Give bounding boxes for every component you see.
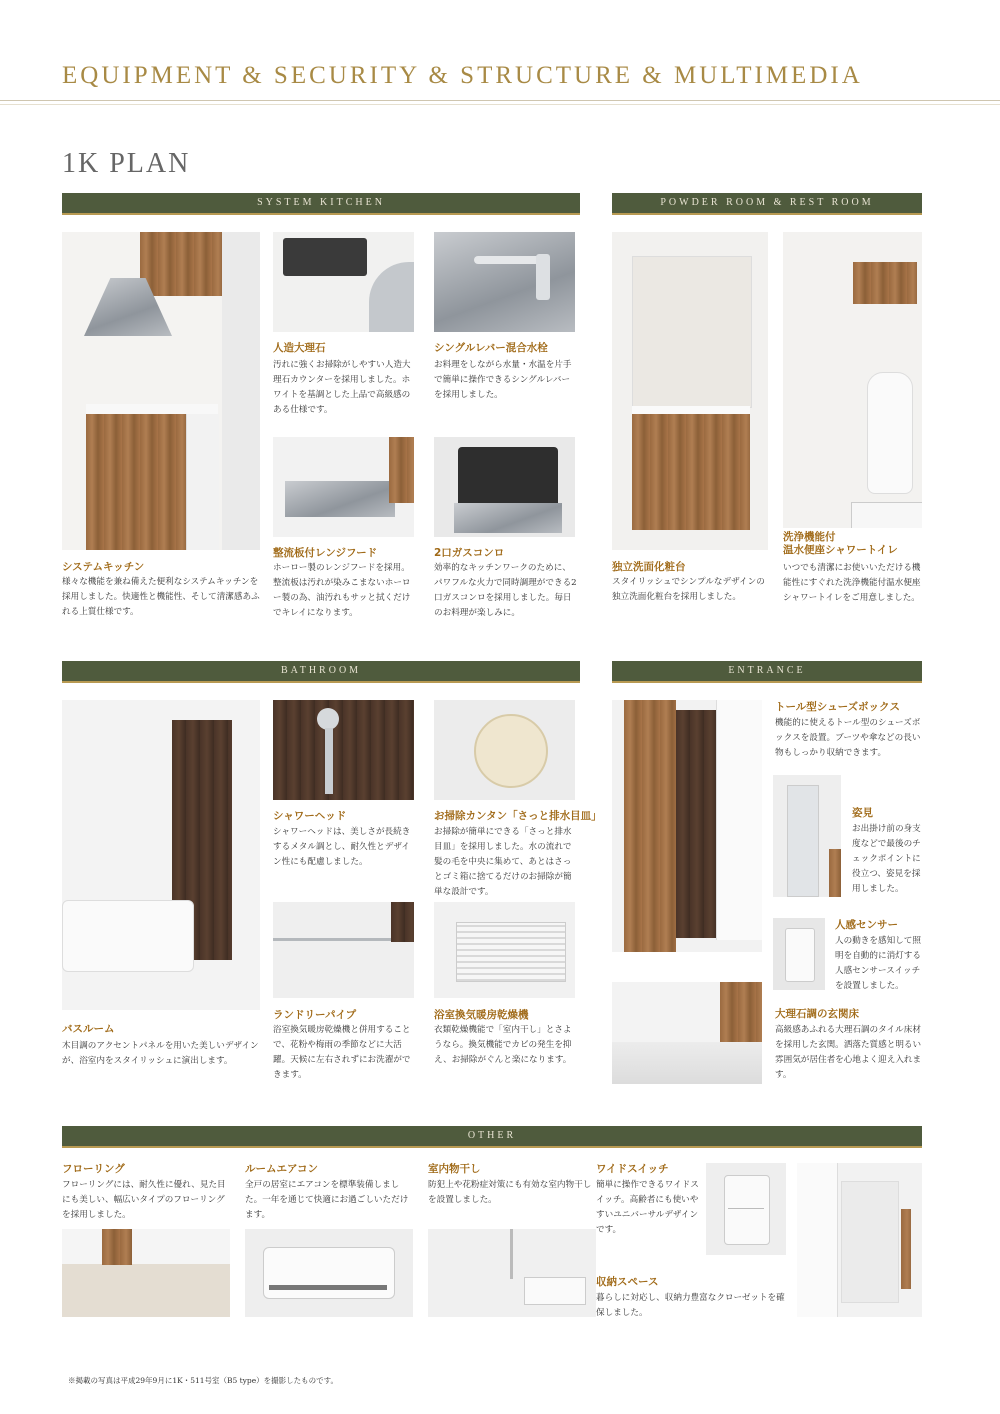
- marble-floor: [612, 1042, 762, 1084]
- cabinet-side: [186, 414, 219, 550]
- flooring-door: [102, 1229, 132, 1265]
- entrance-floor-photo: [612, 982, 762, 1084]
- aircon-text: 全戸の居室にエアコンを標準装備しました。一年を通じて快適にお過ごしいただけます。: [245, 1180, 409, 1220]
- storage-text: 暮らしに対応し、収納力豊富なクローゼットを確保しました。: [596, 1293, 785, 1318]
- stove-panel: [454, 503, 562, 533]
- indoor-drying-title: 室内物干し: [428, 1163, 481, 1175]
- drain-plate: [474, 714, 548, 788]
- drain-text: お掃除が簡単にできる「さっと排水目皿」を採用しました。水の流れで髪の毛を中央に集めて、あとはさっとゴミ箱に捨てるだけのお掃除が簡単な設計です。: [434, 827, 572, 897]
- header-divider: [0, 100, 1000, 101]
- bathtub: [62, 900, 194, 972]
- faucet-spout: [474, 256, 544, 264]
- hood-cabinet: [389, 437, 414, 503]
- toilet-text: いつでも清潔にお使いいただける機能性にすぐれた洗浄機能付温水便座シャワートイレをご用意しました。: [783, 563, 921, 603]
- faucet-text: お料理をしながら水量・水温を片手で簡単に操作できるシングルレバーを採用しました。: [434, 360, 572, 400]
- drying-pole: [510, 1229, 513, 1279]
- system-kitchen-title: システムキッチン: [62, 561, 145, 573]
- range-hood-title: 整流板付レンジフード: [273, 547, 378, 559]
- shower-title: シャワーヘッド: [273, 810, 347, 822]
- mirror-text: お出掛け前の身支度などで最後のチェックポイントに役立つ、姿見を採用しました。: [852, 824, 921, 894]
- shower-text: シャワーヘッドは、美しさが長続きするメタル調とし、耐久性とデザイン性にも配慮しました。: [273, 827, 411, 867]
- entrance-floor-title: 大理石調の玄関床: [775, 1008, 859, 1020]
- marble-title: 人造大理石: [273, 342, 326, 354]
- vanity-title: 独立洗面化粧台: [612, 561, 686, 573]
- toilet-photo: [783, 232, 922, 528]
- closet-door: [797, 1163, 838, 1317]
- storage-photo: [797, 1163, 922, 1317]
- faucet-title: シングルレバー混合水栓: [434, 342, 548, 354]
- marble-counter-photo: [273, 232, 414, 332]
- bath-dryer-photo: [434, 902, 575, 998]
- vanity-photo: [612, 232, 768, 550]
- laundry-pipe-photo: [273, 902, 414, 998]
- wide-switch-text: 簡単に操作できるワイドスイッチ。高齢者にも使いやすいユニバーサルデザインです。: [596, 1180, 699, 1235]
- burner-grate: [283, 238, 367, 276]
- indoor-drying-photo: [428, 1229, 596, 1317]
- vanity-cabinet: [632, 414, 750, 530]
- shoebox-text: 機能的に使えるトール型のシューズボックスを設置。ブーツや傘などの長い物もしっかり収納できます。: [775, 718, 921, 758]
- aircon-unit: [263, 1247, 395, 1299]
- flooring-title: フローリング: [62, 1163, 125, 1175]
- drain-title: お掃除カンタン「さっと排水目皿」: [434, 810, 602, 822]
- wide-switch-plate: [724, 1175, 770, 1245]
- gas-stove-text: 効率的なキッチンワークのために、パワフルな火力で同時調理ができる2口ガスコンロを採用しました。毎日のお料理が楽しみに。: [434, 563, 577, 618]
- bathroom-photo: [62, 700, 260, 1010]
- wide-switch-title: ワイドスイッチ: [596, 1163, 669, 1175]
- sink-edge: [369, 262, 414, 332]
- bath-dryer-title: 浴室換気暖房乾燥機: [434, 1009, 529, 1021]
- section-bar-system-kitchen: SYSTEM KITCHEN: [62, 193, 580, 215]
- toilet-cabinet: [853, 262, 917, 304]
- closet-frame: [901, 1209, 911, 1289]
- sensor-switch: [785, 928, 815, 982]
- wall-side: [222, 232, 260, 550]
- storage-title: 収納スペース: [596, 1276, 659, 1288]
- aircon-vent: [269, 1285, 387, 1290]
- toilet-title: 洗浄機能付 温水便座シャワートイレ: [783, 531, 898, 556]
- wide-switch-divider: [728, 1208, 764, 1209]
- shoebox-title: トール型シューズボックス: [775, 701, 900, 713]
- shower-head: [317, 708, 339, 730]
- mirror-side-panel: [829, 849, 841, 897]
- laundry-pipe-title: ランドリーパイプ: [273, 1009, 357, 1021]
- shower-head-photo: [273, 700, 414, 800]
- drying-aircon: [524, 1277, 586, 1305]
- gas-stove-photo: [434, 437, 575, 537]
- mirror-photo: [773, 775, 841, 897]
- stove-grate: [458, 447, 558, 507]
- shoebox-photo: [612, 700, 762, 952]
- pipe-panel: [391, 902, 414, 942]
- dryer-vent: [456, 922, 566, 982]
- laundry-pipe-text: 浴室換気暖房乾燥機と併用することで、花粉や梅雨の季節などに大活躍。天候に左右されずにお洗濯ができます。: [273, 1025, 411, 1080]
- faucet-body: [536, 254, 550, 300]
- range-hood-photo: [273, 437, 414, 537]
- hood-panel: [285, 481, 395, 517]
- entrance-floor-text: 高級感あふれる大理石調のタイル床材を採用した玄関。洒落た質感と明るい雰囲気が居住者を心地よく迎え入れます。: [775, 1025, 922, 1080]
- bath-dryer-text: 衣類乾燥機能で「室内干し」とさようなら。換気機能でカビの発生を抑え、お掃除がぐんと楽になります。: [434, 1025, 572, 1065]
- wide-switch-photo: [706, 1163, 786, 1255]
- sensor-text: 人の動きを感知して照明を自動的に消灯する人感センサースイッチを設置しました。: [835, 936, 921, 991]
- gas-stove-title: 2口ガスコンロ: [434, 547, 505, 559]
- mirror-title: 姿見: [852, 807, 873, 819]
- shoebox-open-door: [716, 700, 762, 940]
- sensor-title: 人感センサー: [835, 919, 898, 931]
- flooring-text: フローリングには、耐久性に優れ、見た目にも美しい、幅広いタイプのフローリングを採用しました。: [62, 1180, 226, 1220]
- section-bar-powder-room: POWDER ROOM & REST ROOM: [612, 193, 922, 215]
- sensor-photo: [773, 918, 825, 990]
- section-bar-bathroom: BATHROOM: [62, 661, 580, 683]
- photo-footnote: ※掲載の写真は平成29年9月に1K・511号室（B5 type）を撮影したものです。: [68, 1376, 339, 1385]
- drain-photo: [434, 700, 575, 800]
- section-bar-entrance: ENTRANCE: [612, 661, 922, 683]
- base-cabinet: [86, 414, 186, 550]
- toilet-bowl: [867, 372, 913, 494]
- marble-text: 汚れに強くお掃除がしやすい人造大理石カウンターを採用しました。ホワイトを基調とした上品で高級感のある仕様です。: [273, 360, 411, 415]
- header-divider-secondary: [0, 104, 1000, 105]
- bathroom-text: 木目調のアクセントパネルを用いた美しいデザインが、浴室内をスタイリッシュに演出します。: [62, 1041, 259, 1066]
- bathroom-title: バスルーム: [62, 1023, 115, 1035]
- system-kitchen-text: 様々な機能を兼ね備えた便利なシステムキッチンを採用しました。快適性と機能性、そして清潔感あふれる上質仕様です。: [62, 577, 260, 617]
- page-header-title: EQUIPMENT & SECURITY & STRUCTURE & MULTIMEDIA: [62, 62, 863, 89]
- shower-handle: [325, 728, 333, 794]
- toilet-remote: [851, 502, 922, 528]
- flooring-photo: [62, 1229, 230, 1317]
- upper-cabinet: [140, 232, 222, 296]
- full-length-mirror: [787, 785, 819, 897]
- shoebox-shelves: [676, 710, 716, 938]
- indoor-drying-text: 防犯上や花粉症対策にも有効な室内物干しを設置しました。: [428, 1180, 592, 1205]
- faucet-photo: [434, 232, 575, 332]
- closet-interior: [841, 1181, 899, 1303]
- aircon-photo: [245, 1229, 413, 1317]
- system-kitchen-photo: [62, 232, 260, 550]
- range-hood-text: ホーロー製のレンジフードを採用。整流板は汚れが染みこまないホーロー製の為、油汚れもサッと拭くだけでキレイになります。: [273, 563, 411, 618]
- aircon-title: ルームエアコン: [245, 1163, 318, 1175]
- vanity-text: スタイリッシュでシンプルなデザインの独立洗面化粧台を採用しました。: [612, 577, 765, 602]
- vanity-mirror: [632, 256, 752, 408]
- plan-title: 1K PLAN: [62, 148, 191, 179]
- section-bar-other: OTHER: [62, 1126, 922, 1148]
- floor-cabinet: [720, 982, 762, 1042]
- shoebox-door: [624, 700, 676, 952]
